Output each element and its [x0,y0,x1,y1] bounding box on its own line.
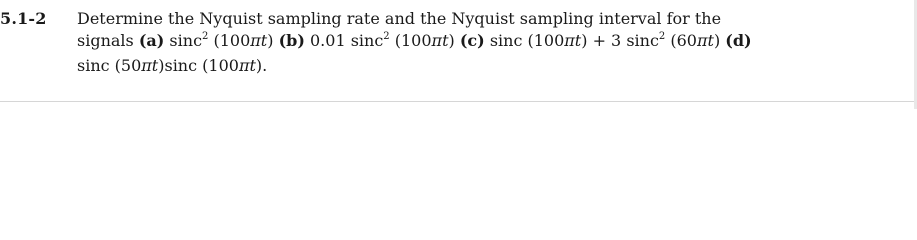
part-c-arg2-open: (60 [665,31,697,50]
part-b-pi-t: πt [431,31,449,50]
part-c-mid: ) + 3 sinc [581,31,659,50]
part-a-arg-close: ) [267,31,274,50]
part-c-exponent: 2 [658,31,666,42]
part-c-label: (c) [459,31,485,50]
problem-statement [77,8,905,77]
part-d-label: (d) [725,31,752,50]
part-b-arg-open: (100 [389,31,432,50]
page-bottom-edge [0,101,917,102]
part-d-pi-t-2: πt [238,56,256,75]
part-d-end: ). [255,56,268,75]
statement-line-2 [77,30,905,55]
part-b-exponent: 2 [383,31,390,42]
problem-5-1-2 [0,8,905,77]
part-b-expr: 0.01 sinc [304,31,384,50]
part-a-label: (a) [138,31,165,50]
part-a-arg-open: (100 [208,31,251,50]
part-b-label: (b) [278,31,305,50]
part-a-pi-t: πt [250,31,268,50]
signals-word: signals [77,31,139,50]
part-d-mid: )sinc (100 [158,56,239,75]
part-c-arg2-close: ) [713,31,721,50]
part-c-pi-t-1: πt [564,31,582,50]
part-c-expr-1: sinc (100 [484,31,565,50]
problem-number: 5.1-2 [0,9,47,28]
part-d-expr-1: sinc (50 [77,56,142,75]
part-c-pi-t-2: πt [696,31,714,50]
statement-line-1: Determine the Nyquist sampling rate and the Nyquist sampling interval for the [77,9,722,28]
statement-line-3 [77,55,905,77]
part-a-exponent: 2 [202,31,209,42]
part-b-arg-close: ) [448,31,455,50]
part-d-pi-t-1: πt [141,56,159,75]
part-a-sinc: sinc [164,31,203,50]
